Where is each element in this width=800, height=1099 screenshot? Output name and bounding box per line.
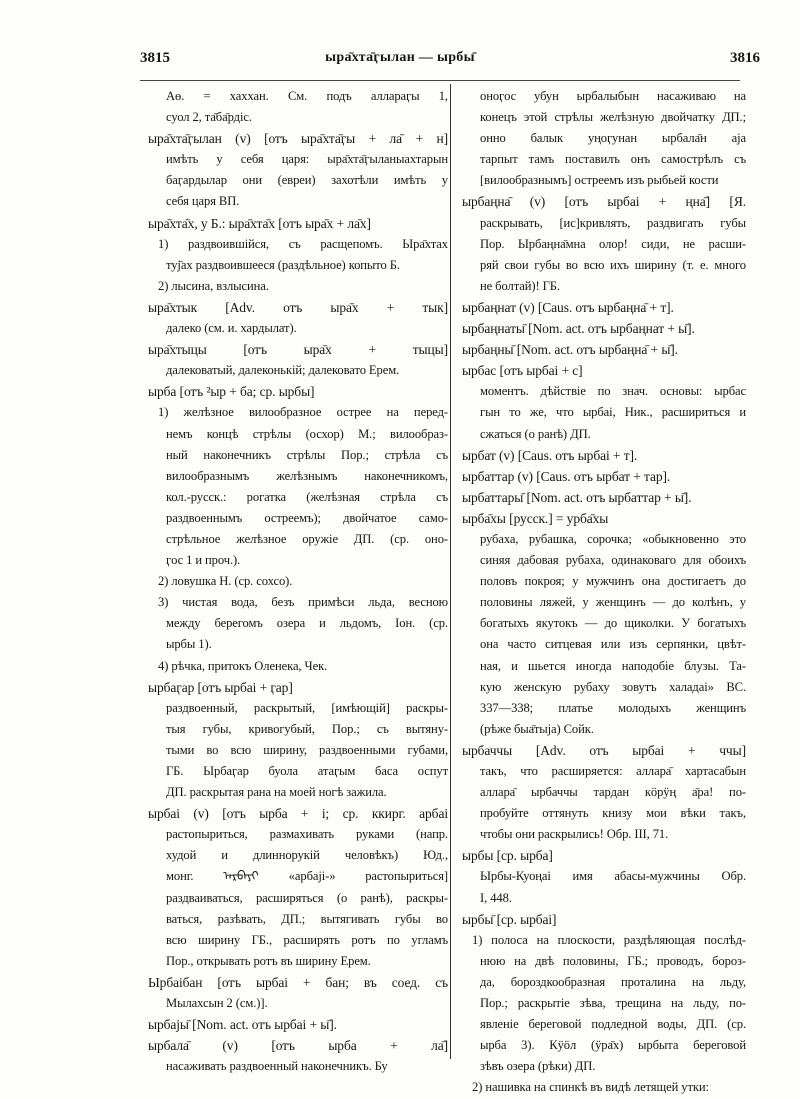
- right-column-line: оноӷос убун ырбалыбын насаживаю на: [480, 89, 746, 103]
- header-rule: [140, 80, 740, 81]
- right-column-line: ырбаччы [Adv. отъ ырбаі + ччы]: [462, 742, 746, 758]
- right-column-line: ырбаңнат (v) [Caus. отъ ырбаңна̄ + т].: [462, 299, 674, 315]
- right-column-line: 2) нашивка на спинкѣ въ видѣ летящей утки:: [472, 1080, 709, 1095]
- right-column-line: нюю на двѣ половины, ГБ.; проводъ, бороз-: [480, 953, 746, 968]
- right-column-line: Пор. Ырбаңна̄мна олор! сиди, не расши-: [480, 236, 746, 251]
- left-column-line: ырбала̄ (v) [отъ ырба + ла̄]: [148, 1038, 448, 1054]
- left-column-line: вилообразнымъ желѣзнымъ наконечникомъ,: [166, 468, 448, 483]
- right-column-line: сжаться (о ранѣ) ДП.: [480, 426, 591, 441]
- left-column-line: ыра̄хта̄х, у Б.: ыра̄хта̄х [отъ ыра̄х + ла̄х]: [148, 215, 371, 231]
- left-column-line: ырбы 1).: [166, 637, 212, 652]
- left-column-line: немъ концѣ стрѣлы (осхор) М.; вилообраз-: [166, 426, 448, 441]
- right-column-line: раскрывать, [ис]кривлять, раздвигать губы: [480, 215, 746, 230]
- right-column-line: она часто ситцевая или изъ серпянки, цвѣт-: [480, 637, 746, 652]
- left-column-line: баӷардылар они (евреи) захотѣли имѣть у: [166, 173, 448, 188]
- right-column-line: Пор.; раскрытіе зѣва, трещина на льду, по-: [480, 996, 746, 1011]
- right-column-line: 1) полоса на плоскости, раздѣляющая послѣд-: [472, 932, 746, 947]
- right-column-line: [вилообразнымъ] остреемъ изъ рыбьей кости: [480, 173, 719, 188]
- left-column-line: ный наконечникъ стрѣлы Пор.; стрѣла съ: [166, 447, 448, 462]
- right-column-line: онно балык уңоӷунан ырбала̄н аја: [480, 131, 746, 146]
- left-column-line: ӷос 1 и проч.).: [166, 553, 241, 568]
- left-column-line: Пор., открывать ротъ въ ширину Ерем.: [166, 953, 371, 968]
- right-column-line: ырбас [отъ ырбаі + с]: [462, 363, 583, 379]
- left-column-line: 3) чистая вода, безъ примѣси льда, весною: [158, 595, 448, 610]
- right-column-line: такъ, что расширяется: аллара̄ хартасабын: [480, 764, 746, 778]
- page-header: [0, 50, 800, 72]
- right-column-line: ырбат (v) [Caus. отъ ырбаі + т].: [462, 447, 638, 463]
- right-column-line: моментъ. дѣйствіе по знач. основы: ырбас: [480, 384, 746, 399]
- left-column-line: ырбаі (v) [отъ ырба + і; ср. ккирг. арбаі: [148, 806, 448, 822]
- left-column-line: худой и длиннорукій человѣкъ) Юд.,: [166, 848, 448, 863]
- left-column-line: ырбаӷар [отъ ырбаі + ӷар]: [148, 679, 293, 695]
- right-column-line: богатыхъ якутокъ — до щиколки. У богатыхъ: [480, 616, 746, 631]
- right-column-line: половъ покроя; у мужчинъ она достигаетъ до: [480, 574, 746, 589]
- left-column-line: далековатый, далеконькій; далековато Ерем.: [166, 363, 400, 378]
- right-column-line: ырба 3). Кӱӧл (ӱра̄х) ырбыта береговой: [480, 1038, 746, 1053]
- left-column-line: 1) желѣзное вилообразное острее на перед-: [158, 405, 448, 420]
- right-column: [462, 86, 746, 1099]
- left-column-line: насаживать раздвоенный наконечникъ. Бу: [166, 1059, 388, 1074]
- right-column-line: ырбаттары̄ [Nom. act. отъ ырбаттар + ы̄].: [462, 489, 692, 505]
- left-column-line: ырбаjы̄ [Nom. act. отъ ырбаі + ы̄].: [148, 1017, 337, 1033]
- right-column-line: зѣвъ озера (рѣки) ДП.: [480, 1059, 596, 1074]
- right-column-line: явленіе береговой подледной воды, ДП. (ср.: [480, 1017, 746, 1032]
- right-column-line: пробуйте оттянуть книзу мои вѣки такъ,: [480, 806, 746, 821]
- page-number-left: 3815: [140, 50, 170, 66]
- right-column-line: кую женскую рубаху зовутъ халадаі» ВС.: [480, 679, 746, 694]
- left-column-line: ДП. раскрытая рана на моей ногѣ зажила.: [166, 785, 387, 800]
- left-column-line: имѣть у себя царя: ыра̄хта̄ӷыланыахтарын: [166, 152, 448, 167]
- left-column-line: далеко (см. и. хардылат).: [166, 321, 297, 336]
- left-column-line: монг. ᠠᠷᠪᠠᠶᠢ «арбаjі-» растопыриться]: [166, 869, 448, 884]
- left-column-line: ыра̄хтыцы [отъ ыра̄х + тыцы]: [148, 342, 448, 358]
- right-column-line: ырбаңнаты̄ [Nom. act. отъ ырбаңнат + ы̄].: [462, 321, 695, 337]
- right-column-line: аллара̄ ырбаччы тардан кӧрӱң а̄ра! по-: [480, 785, 746, 800]
- left-column-line: ГБ. Ырбаӷар буола атаӷым баса оспут: [166, 764, 448, 778]
- left-column-line: стрѣльное желѣзное оружіе ДП. (ср. оно-: [166, 531, 448, 546]
- right-column-line: 337—338; платье молодыхъ женщинъ: [480, 700, 746, 715]
- right-column-line: не болтай)! ГБ.: [480, 278, 560, 293]
- left-column-line: суол 2, та̄ба̄рдіс.: [166, 110, 252, 125]
- right-column-line: ырба̄хы [русск.] = урба̄хы: [462, 510, 609, 526]
- right-column-line: ырбы [ср. ырба]: [462, 848, 553, 864]
- left-column-line: Мылахсын 2 (см.)].: [166, 996, 268, 1011]
- right-column-line: синяя дабовая рубаха, одинаковаго для обоихъ: [480, 553, 746, 568]
- left-column-line: тыми во всю ширину, раздвоенными губами,: [166, 742, 448, 757]
- left-column-line: 1) раздвоившійся, съ расщепомъ. Ыра̄хтах: [158, 236, 448, 251]
- running-title: ыра̄хта̄ӷылан — ырбы̄: [325, 50, 475, 65]
- right-column-line: чтобы они раскрылись! Обр. III, 71.: [480, 827, 669, 842]
- left-column-line: Ырбаібан [отъ ырбаі + бан; въ соед. съ: [148, 974, 448, 990]
- left-column-line: 4) рѣчка, притокъ Оленека, Чек.: [158, 658, 328, 673]
- left-column-line: туј̄ах раздвоившееся (раздѣльное) копыто Б.: [166, 257, 400, 272]
- right-column-line: ырбаңна̄ (v) [отъ ырбаі + ңна̄] [Я.: [462, 194, 746, 210]
- left-column-line: между берегомъ озера и льдомъ, Іон. (ср.: [166, 616, 448, 631]
- left-column-line: 2) ловушка Н. (ср. сохсо).: [158, 574, 293, 589]
- left-column-line: раздваиваться, расширяться (о ранѣ), раскры-: [166, 890, 448, 905]
- right-column-line: Ырбы-Куоңаі имя абасы-мужчины Обр.: [480, 869, 746, 884]
- left-column-line: раздвоеннымъ остреемъ); двойчатое само-: [166, 510, 448, 525]
- right-column-line: тарпыт тамъ поставилъ онъ самострѣлъ съ: [480, 152, 746, 167]
- left-column-line: ыра̄хтык [Adv. отъ ыра̄х + тык]: [148, 299, 448, 315]
- right-column-line: гын то же, что ырбаі, Ник., расшириться и: [480, 405, 746, 420]
- left-column-line: раздвоенный, раскрытый, [имѣющій] раскры-: [166, 700, 448, 715]
- left-column-line: всю ширину ГБ., расширять ротъ по угламъ: [166, 932, 448, 947]
- right-column-line: I, 448.: [480, 890, 512, 905]
- left-column-line: ваться, разѣвать, ДП.; вытягивать губы во: [166, 911, 448, 926]
- left-column: [148, 86, 448, 1077]
- left-column-line: Аө. = хаххан. См. подъ аллараӷы 1,: [166, 89, 448, 103]
- right-column-line: конецъ этой стрѣлы желѣзную двойчатку ДП.;: [480, 110, 746, 125]
- left-column-line: растопыриться, размахивать руками (напр.: [166, 827, 448, 842]
- right-column-line: ная, и шьется иногда наподобіе блузы. Та-: [480, 658, 746, 673]
- right-column-line: ряй свои губы во всю ихъ ширину (т. е. много: [480, 257, 746, 272]
- right-column-line: рубаха, рубашка, сорочка; «обыкновенно это: [480, 531, 746, 546]
- page-number-right: 3816: [730, 50, 760, 66]
- left-column-line: 2) лысина, взлысина.: [158, 278, 269, 293]
- right-column-line: ырбаңны̄ [Nom. act. отъ ырбаңна̄ + ы̄].: [462, 342, 678, 358]
- column-divider: [450, 84, 451, 1059]
- right-column-line: (рѣже быа̄тыја) Сойк.: [480, 721, 594, 736]
- left-column-line: кол.-русск.: рогатка (желѣзная стрѣла съ: [166, 489, 448, 504]
- left-column-line: себя царя ВП.: [166, 194, 240, 209]
- left-column-line: тыя губы, кривогубый, Пор.; съ вытяну-: [166, 721, 448, 736]
- right-column-line: да, бороздкообразная проталина на льду,: [480, 974, 746, 989]
- right-column-line: ырбы̄ [ср. ырбаі]: [462, 911, 557, 927]
- left-column-line: ыра̄хта̄ӷылан (v) [отъ ыра̄хта̄ӷы + ла̄ + н]: [148, 131, 448, 147]
- right-column-line: ырбаттар (v) [Caus. отъ ырбат + тар].: [462, 468, 671, 484]
- left-column-line: ырба [отъ ²ыр + ба; ср. ырбы]: [148, 384, 315, 400]
- right-column-line: половины ляжей, у женщинъ — до колѣнъ, у: [480, 595, 746, 610]
